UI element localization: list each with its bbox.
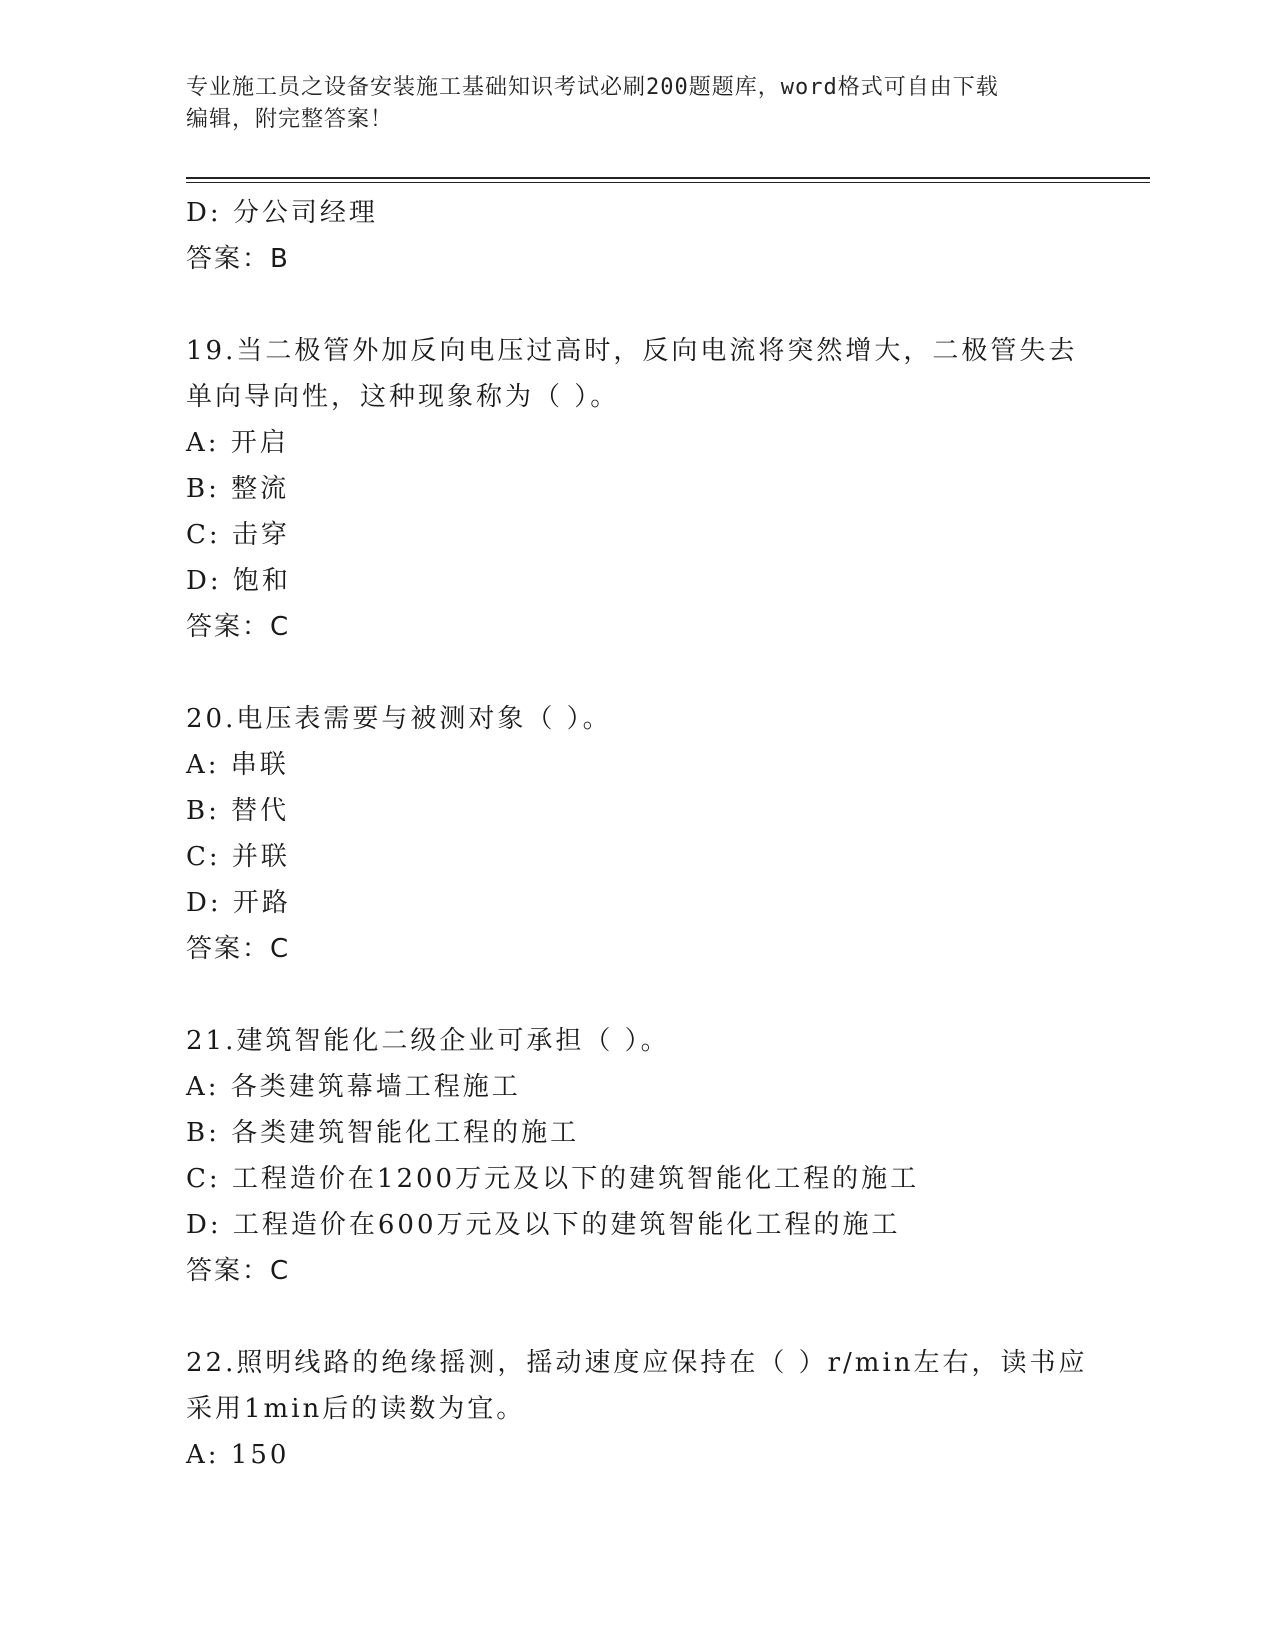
option-d: D: 工程造价在600万元及以下的建筑智能化工程的施工: [186, 1210, 901, 1240]
answer-line: 答案：C: [186, 1256, 291, 1286]
question-text: 单向导向性，这种现象称为（ ）。: [186, 382, 620, 412]
page-header: [186, 72, 1086, 136]
question-20: [186, 696, 1086, 972]
spacer: [186, 1294, 1086, 1340]
question-text: 22.照明线路的绝缘摇测，摇动速度应保持在（ ）r/min左右，读书应: [186, 1348, 1088, 1378]
question-content: [186, 190, 1086, 1478]
option-d: D: 开路: [186, 888, 291, 918]
option-c: C: 击穿: [186, 520, 290, 550]
option-c: C: 工程造价在1200万元及以下的建筑智能化工程的施工: [186, 1164, 920, 1194]
option-a: A: 150: [186, 1440, 290, 1470]
question-text: 19.当二极管外加反向电压过高时，反向电流将突然增大，二极管失去: [186, 336, 1078, 366]
header-divider-thick: [186, 177, 1150, 179]
option-c: C: 并联: [186, 842, 290, 872]
question-22: [186, 1340, 1086, 1478]
option-a: A: 各类建筑幕墙工程施工: [186, 1072, 521, 1102]
question-21: [186, 1018, 1086, 1294]
option-d: D: 饱和: [186, 566, 291, 596]
option-a: A: 开启: [186, 428, 289, 458]
header-divider-thin: [186, 182, 1150, 183]
option-a: A: 串联: [186, 750, 289, 780]
question-text: 21.建筑智能化二级企业可承担（ ）。: [186, 1026, 670, 1056]
answer-line: 答案：C: [186, 934, 291, 964]
option-b: B: 各类建筑智能化工程的施工: [186, 1118, 580, 1148]
header-title-line-1: 专业施工员之设备安装施工基础知识考试必刷200题题库，word格式可自由下载: [186, 75, 999, 100]
spacer: [186, 972, 1086, 1018]
question-text: 采用1min后的读数为宜。: [186, 1394, 526, 1424]
question-19: [186, 328, 1086, 650]
option-b: B: 替代: [186, 796, 290, 826]
header-title-line-2: 编辑，附完整答案！: [186, 107, 394, 132]
spacer: [186, 282, 1086, 328]
option-b: B: 整流: [186, 474, 290, 504]
question-text: 20.电压表需要与被测对象（ ）。: [186, 704, 612, 734]
option-d: D: 分公司经理: [186, 198, 378, 228]
answer-line: 答案：C: [186, 612, 291, 642]
answer-line: 答案：B: [186, 244, 290, 274]
spacer: [186, 650, 1086, 696]
